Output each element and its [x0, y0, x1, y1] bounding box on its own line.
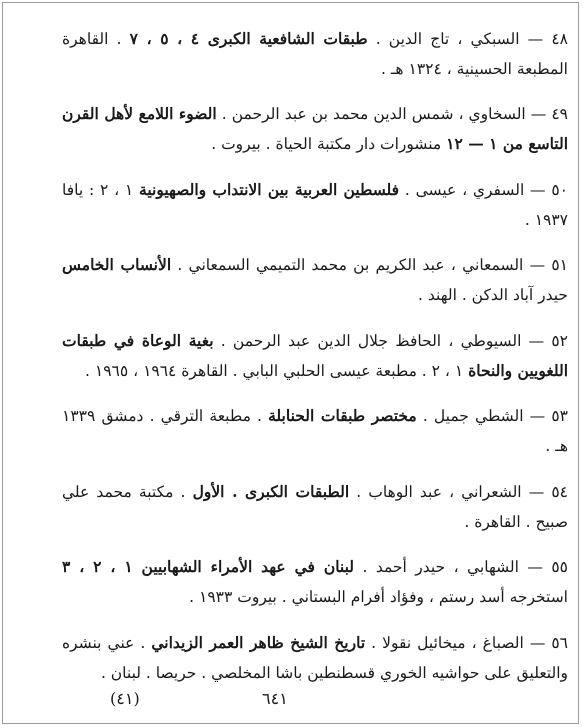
bibliography-entry-56	[62, 628, 568, 688]
entry-publication: حيدر آباد الدكن . الهند .	[418, 286, 568, 304]
entry-title: بغية الوعاة في طبقات اللغويين والنحاة	[62, 330, 568, 380]
entry-title: مختصر طبقات الحنابلة	[268, 406, 417, 425]
entry-author: ٥٤ — الشعراني ، عبد الوهاب .	[349, 482, 568, 501]
entry-author: ٥٢ — السيوطي ، الحافظ جلال الدين عبد الرحمن .	[213, 331, 569, 350]
entry-publication: . القاهرة المطبعة الحسينية ، ١٣٢٤ هـ .	[62, 29, 568, 78]
entry-publication: منشورات دار مكتبة الحياة . بيروت .	[211, 135, 447, 153]
bibliography-list	[62, 8, 568, 700]
entry-title: الأنساب الخامس	[62, 255, 172, 274]
entry-title: تاريخ الشيخ ظاهر العمر الزيداني	[151, 632, 366, 652]
bibliography-entry-53	[62, 401, 568, 461]
bibliography-entry-51	[62, 250, 568, 310]
page-number: ٦٤١	[262, 689, 288, 708]
entry-author: ٥٣ — الشطي جميل .	[416, 407, 568, 425]
entry-publication: . مكتبة محمد علي صبيح . القاهرة .	[62, 482, 568, 531]
entry-author: ٥١ — السمعاني ، عبد الكريم بن محمد التميمي السمعاني .	[171, 256, 568, 274]
entry-title: الضوء اللامع لأهل القرن التاسع من ١ — ١٢	[62, 104, 568, 153]
entry-author: ٤٩ — السخاوي ، شمس الدين محمد بن عبد الرحمن .	[216, 105, 568, 123]
entry-publication: استخرجه أسد رستم ، وفؤاد أفرام البستاني . بيروت ١٩٣٣ .	[189, 588, 568, 606]
entry-author: ٤٨ — السبكي ، تاج الدين .	[367, 29, 568, 48]
entry-publication: ١ ، ٢ . مطبعة عيسى الحلبي البابي . القاهرة ١٩٦٤ ، ١٩٦٥ .	[85, 361, 469, 380]
page-label: (٤١)	[110, 689, 140, 708]
page-footer	[0, 687, 583, 717]
entry-publication: ١ ، ٢ : يافا ١٩٣٧ .	[62, 180, 568, 229]
entry-title: فلسطين العربية بين الانتداب والصهيونية	[139, 179, 400, 199]
bibliography-entry-52	[62, 326, 568, 386]
bibliography-entry-54	[62, 477, 568, 537]
entry-author: ٥٦ — الصباغ ، ميخائيل نقولا .	[365, 633, 569, 652]
entry-publication: . مطبعة الترقي . دمشق ١٣٣٩ هـ .	[62, 407, 568, 455]
entry-author: ٥٠ — السفري ، عيسى .	[399, 180, 568, 199]
bibliography-entry-48	[62, 24, 568, 84]
bibliography-entry-55	[62, 552, 568, 612]
bibliography-entry-49	[62, 99, 568, 159]
entry-title: طبقات الشافعية الكبرى ٤ ، ٥ ، ٧	[129, 28, 368, 48]
entry-title: الطبقات الكبرى . الأول	[192, 481, 350, 501]
bibliography-entry-50	[62, 175, 568, 235]
entry-author: ٥٥ — الشهابي ، حيدر أحمد .	[354, 558, 569, 576]
entry-publication: . عني بنشره والتعليق على حواشيه الخوري قسطنطين باشا المخلصي . حريصا . لبنان .	[62, 633, 568, 682]
entry-title: لبنان في عهد الأمراء الشهابيين ١ ، ٢ ، ٣	[62, 557, 355, 576]
